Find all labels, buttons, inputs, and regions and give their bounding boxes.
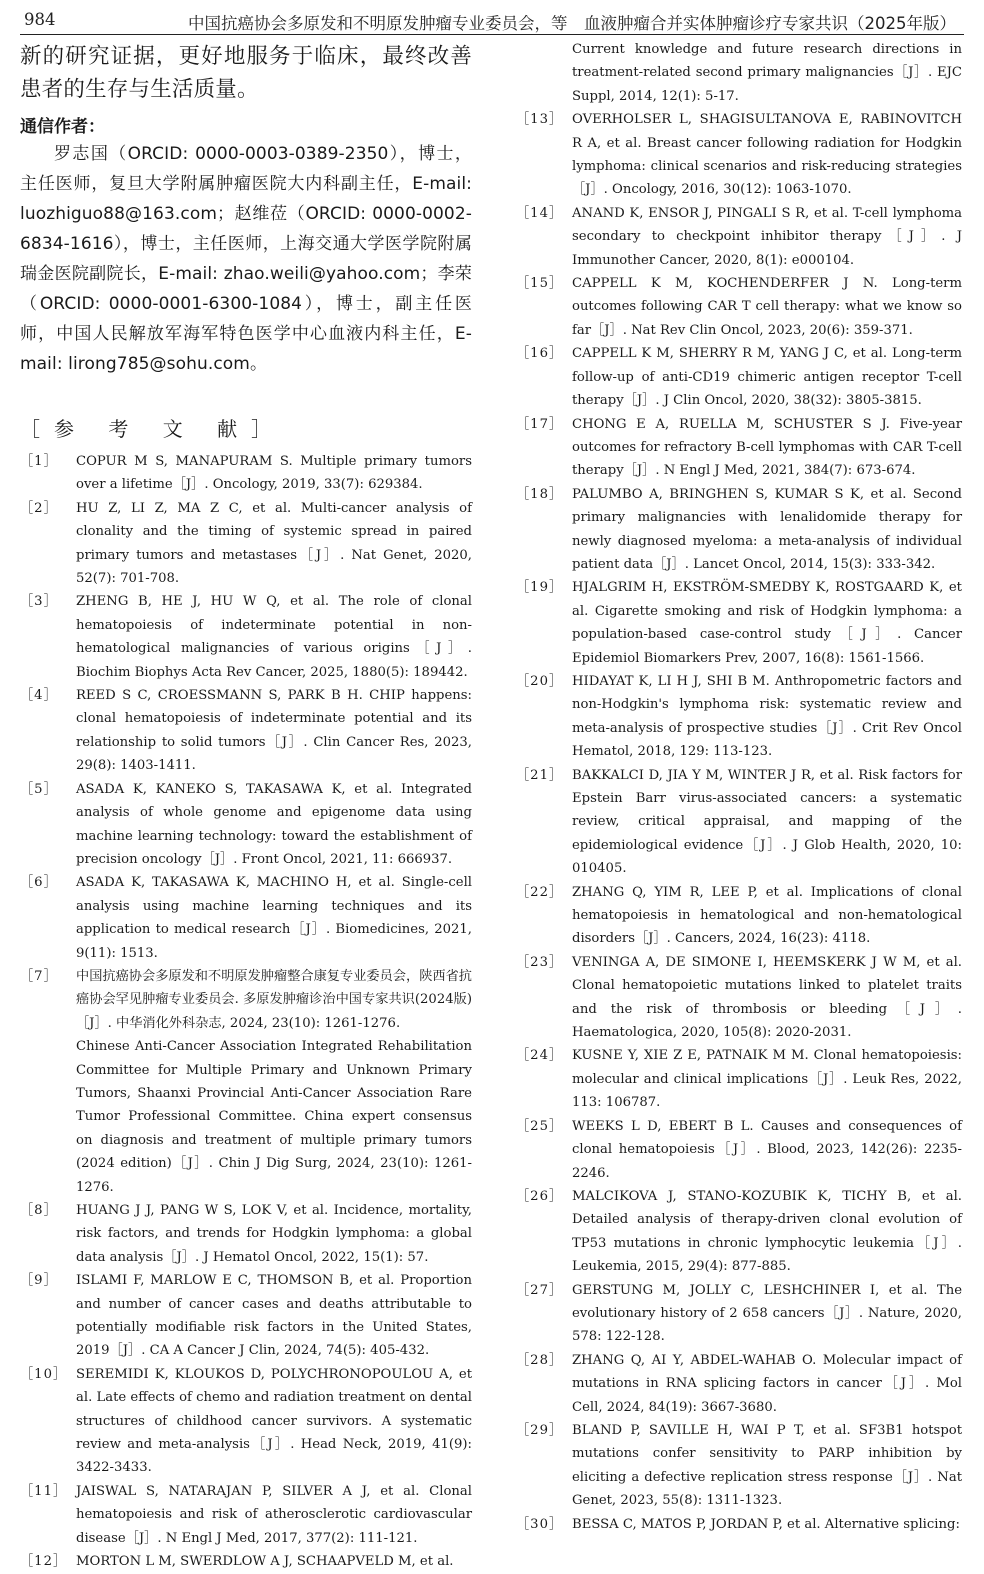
correspondence-heading: 通信作者：	[20, 117, 105, 137]
reference-text: HJALGRIM H, EKSTRÖM-SMEDBY K, ROSTGAARD K, et al. Cigarette smoking and risk of Hodgkin lymphoma: a population-based case-control study［J］. Cancer Epidemiol Biomarkers Prev, 2007, 16(8): 1561-1566.	[572, 580, 962, 666]
reference-text: ASADA K, TAKASAWA K, MACHINO H, et al. Single-cell analysis using machine learning techniques and its application to medical research［J］. Biomedicines, 2021, 9(11): 1513.	[76, 875, 472, 961]
reference-number: ［17］	[516, 416, 564, 432]
reference-item	[516, 1185, 962, 1279]
reference-number: ［2］	[20, 500, 58, 516]
reference-text: WEEKS L D, EBERT B L. Causes and consequences of clonal hematopoiesis［J］. Blood, 2023, 142(26): 2235-2246.	[572, 1118, 962, 1181]
reference-text: 中国抗癌协会多原发和不明原发肿瘤整合康复专业委员会，陕西省抗癌协会罕见肿瘤专业委员会. 多原发肿瘤诊治中国专家共识(2024版)［J］. 中华消化外科杂志, 2024, 23(10): 1261-1276.	[76, 968, 472, 1031]
reference-text: ISLAMI F, MARLOW E C, THOMSON B, et al. Proportion and number of cancer cases and deaths attributable to potentially modifiable risk factors in the United States, 2019［J］. CA A Cancer J Clin, 2024, 74(5): 405-432.	[76, 1273, 472, 1359]
reference-item	[516, 1513, 962, 1536]
reference-text: VENINGA A, DE SIMONE I, HEEMSKERK J W M, et al. Clonal hematopoietic mutations linked to platelet traits and the risk of thrombosis or bleeding［J］. Haematologica, 2020, 105(8): 2020-2031.	[572, 954, 962, 1041]
reference-item	[516, 881, 962, 951]
reference-text: ASADA K, KANEKO S, TAKASAWA K, et al. Integrated analysis of whole genome and epigenome data using machine learning technology: toward the establishment of precision oncology［J］. Front Oncol, 2021, 11: 666937.	[76, 781, 472, 867]
reference-text: GERSTUNG M, JOLLY C, LESHCHINER I, et al. The evolutionary history of 2 658 cancers［J］. Nature, 2020, 578: 122-128.	[572, 1282, 962, 1345]
reference-number: ［20］	[516, 673, 564, 689]
reference-number: ［1］	[20, 454, 58, 469]
reference-number: ［30］	[516, 1516, 564, 1532]
reference-text: ZHANG Q, YIM R, LEE P, et al. Implications of clonal hematopoiesis in hematological and non-hematological disorders［J］. Cancers, 2024, 16(23): 4118.	[572, 884, 962, 947]
reference-item	[516, 272, 962, 342]
reference-number: ［23］	[516, 954, 564, 970]
reference-text: COPUR M S, MANAPURAM S. Multiple primary tumors over a lifetime［J］. Oncology, 2019, 33(7): 629384.	[76, 454, 472, 493]
reference-number: ［26］	[516, 1188, 564, 1204]
reference-text: MALCIKOVA J, STANO-KOZUBIK K, TICHY B, et al. Detailed analysis of therapy-driven clonal evolution of TP53 mutations in chronic lymphocytic leukemia［J］. Leukemia, 2015, 29(4): 877-885.	[572, 1188, 962, 1275]
reference-item	[516, 1349, 962, 1419]
reference-number: ［13］	[516, 112, 564, 128]
right-column	[516, 38, 962, 1536]
reference-item	[516, 1115, 962, 1185]
running-title: 中国抗癌协会多原发和不明原发肿瘤专业委员会，等 血液肿瘤合并实体肿瘤诊疗专家共识（2025年版）	[188, 14, 956, 33]
reference-number: ［15］	[516, 276, 564, 292]
reference-text: HUANG J J, PANG W S, LOK V, et al. Incidence, mortality, risk factors, and trends for Hodgkin lymphoma: a global data analysis［J］. J Hematol Oncol, 2022, 15(1): 57.	[76, 1203, 472, 1265]
reference-item	[20, 1199, 472, 1269]
reference-number: ［28］	[516, 1352, 564, 1368]
reference-number: ［10］	[20, 1366, 68, 1382]
reference-text: MORTON L M, SWERDLOW A J, SCHAAPVELD M, et al.	[76, 1554, 454, 1570]
reference-number: ［18］	[516, 486, 564, 502]
reference-english-translation: Chinese Anti-Cancer Association Integrated Rehabilitation Committee for Multiple Primary and Unknown Primary Tumors, Shaanxi Provincial Anti-Cancer Association Rare Tumor Professional Committee. China expert consensus on diagnosis and treatment of multiple primary tumors (2024 edition)［J］. Chin J Dig Surg, 2024, 23(10): 1261-1276.	[76, 1039, 472, 1195]
reference-text: CHONG E A, RUELLA M, SCHUSTER S J. Five-year outcomes for refractory B-cell lymphomas with CAR T-cell therapy［J］. N Engl J Med, 2021, 384(7): 673-674.	[572, 416, 962, 479]
reference-number: ［24］	[516, 1048, 564, 1064]
references-heading: ［参 考 文 献］	[20, 417, 286, 441]
reference-item	[516, 1419, 962, 1513]
reference-text: REED S C, CROESSMANN S, PARK B H. CHIP happens: clonal hematopoiesis of indeterminate potential and its relationship to solid tumors［J］. Clin Cancer Res, 2023, 29(8): 1403-1411.	[76, 688, 472, 774]
reference-text: PALUMBO A, BRINGHEN S, KUMAR S K, et al. Second primary malignancies with lenalidomide therapy for newly diagnosed myeloma: a meta-analysis of individual patient data［J］. Lancet Oncol, 2014, 15(3): 333-342.	[572, 486, 962, 572]
reference-number: ［27］	[516, 1282, 564, 1298]
reference-item	[20, 871, 472, 965]
reference-number: ［21］	[516, 767, 564, 783]
reference-item	[516, 108, 962, 202]
reference-number: ［11］	[20, 1483, 68, 1499]
reference-item	[516, 1044, 962, 1114]
reference-12-continuation: Current knowledge and future research directions in treatment-related second primary malignancies［J］. EJC Suppl, 2014, 12(1): 5-17.	[572, 42, 962, 104]
reference-number: ［4］	[20, 688, 58, 704]
reference-number: ［22］	[516, 884, 564, 900]
reference-item	[20, 965, 472, 1199]
reference-number: ［12］	[20, 1554, 68, 1570]
reference-item	[516, 764, 962, 881]
reference-item	[20, 778, 472, 872]
reference-item	[516, 413, 962, 483]
reference-item	[516, 342, 962, 412]
reference-number: ［14］	[516, 205, 564, 221]
page-header	[20, 8, 964, 35]
reference-item	[516, 576, 962, 670]
reference-number: ［3］	[20, 594, 58, 610]
reference-text: KUSNE Y, XIE Z E, PATNAIK M M. Clonal hematopoiesis: molecular and clinical implications［J］. Leuk Res, 2022, 113: 106787.	[572, 1048, 962, 1111]
reference-text: BESSA C, MATOS P, JORDAN P, et al. Alternative splicing:	[572, 1516, 960, 1532]
reference-item	[20, 1480, 472, 1550]
reference-item	[516, 483, 962, 577]
reference-number: ［9］	[20, 1273, 58, 1289]
intro-paragraph-tail: 新的研究证据，更好地服务于临床，最终改善患者的生存与生活质量。	[20, 44, 472, 102]
reference-number: ［29］	[516, 1422, 564, 1438]
reference-text: ZHANG Q, AI Y, ABDEL-WAHAB O. Molecular impact of mutations in RNA splicing factors in cancer［J］. Mol Cell, 2024, 84(19): 3667-3680.	[572, 1352, 962, 1415]
reference-number: ［6］	[20, 875, 58, 891]
reference-item	[516, 202, 962, 272]
reference-text: HIDAYAT K, LI H J, SHI B M. Anthropometric factors and non-Hodgkin's lymphoma risk: systematic review and meta-analysis of prospective studies［J］. Crit Rev Oncol Hematol, 2018, 129: 113-123.	[572, 673, 962, 760]
reference-text: OVERHOLSER L, SHAGISULTANOVA E, RABINOVITCH R A, et al. Breast cancer following radiation for Hodgkin lymphoma: clinical scenarios and risk-reducing strategies［J］. Oncology, 2016, 30(12): 1063-1070.	[572, 112, 962, 198]
reference-text: CAPPELL K M, SHERRY R M, YANG J C, et al. Long-term follow-up of anti-CD19 chimeric antigen receptor T-cell therapy［J］. J Clin Oncol, 2020, 38(32): 3805-3815.	[572, 346, 962, 409]
reference-number: ［5］	[20, 781, 58, 797]
left-column	[20, 38, 472, 1574]
reference-text: BAKKALCI D, JIA Y M, WINTER J R, et al. Risk factors for Epstein Barr virus-associated cancers: a systematic review, critical appraisal, and mapping of the epidemiological evidence［J］. J Glob Health, 2020, 10: 010405.	[572, 767, 962, 877]
reference-text: CAPPELL K M, KOCHENDERFER J N. Long-term outcomes following CAR T cell therapy: what we know so far［J］. Nat Rev Clin Oncol, 2023, 20(6): 359-371.	[572, 276, 962, 338]
correspondence-text: 罗志国（ORCID: 0000-0003-0389-2350），博士，主任医师，复旦大学附属肿瘤医院大内科副主任，E-mail: luozhiguo88@163.com；赵维莅（ORCID: 0000-0002-6834-1616），博士，主任医师，上海交通大学医学院附属瑞金医院副院长，E-mail: zhao.weili@yahoo.com；李荣（ORCID: 0000-0001-6300-1084），博士，副主任医师，中国人民解放军海军特色医学中心血液内科主任，E-mail: lirong785@sohu.com。	[20, 144, 472, 374]
reference-text: ANAND K, ENSOR J, PINGALI S R, et al. T-cell lymphoma secondary to checkpoint inhibitor therapy［J］. J Immunother Cancer, 2020, 8(1): e000104.	[572, 205, 962, 268]
reference-number: ［16］	[516, 346, 564, 362]
reference-item	[516, 951, 962, 1045]
page-number: 984	[24, 10, 56, 29]
reference-text: ZHENG B, HE J, HU W Q, et al. The role of clonal hematopoiesis of indeterminate potential in non-hematological malignancies of various origins［J］. Biochim Biophys Acta Rev Cancer, 2025, 1880(5): 189442.	[76, 594, 472, 680]
reference-item	[20, 497, 472, 591]
reference-item	[20, 1550, 472, 1573]
reference-item	[20, 590, 472, 684]
reference-item	[20, 450, 472, 497]
reference-item	[20, 684, 472, 778]
reference-list-left	[20, 450, 472, 1574]
reference-item	[20, 1363, 472, 1480]
reference-number: ［7］	[20, 968, 58, 984]
reference-number: ［25］	[516, 1118, 564, 1134]
reference-item	[516, 670, 962, 764]
reference-text: HU Z, LI Z, MA Z C, et al. Multi-cancer analysis of clonality and the timing of systemic spread in paired primary tumors and metastases［J］. Nat Genet, 2020, 52(7): 701-708.	[76, 500, 472, 587]
reference-text: BLAND P, SAVILLE H, WAI P T, et al. SF3B1 hotspot mutations confer sensitivity to PARP inhibition by eliciting a defective replication stress response［J］. Nat Genet, 2023, 55(8): 1311-1323.	[572, 1422, 962, 1509]
reference-number: ［8］	[20, 1203, 58, 1218]
reference-text: SEREMIDI K, KLOUKOS D, POLYCHRONOPOULOU A, et al. Late effects of chemo and radiation treatment on dental structures of childhood cancer survivors. A systematic review and meta-analysis［J］. Head Neck, 2019, 41(9): 3422-3433.	[76, 1366, 472, 1476]
reference-item	[516, 1279, 962, 1349]
reference-text: JAISWAL S, NATARAJAN P, SILVER A J, et al. Clonal hematopoiesis and risk of atherosclerotic cardiovascular disease［J］. N Engl J Med, 2017, 377(2): 111-121.	[76, 1483, 472, 1546]
reference-item	[20, 1269, 472, 1363]
reference-list-right	[516, 108, 962, 1536]
reference-number: ［19］	[516, 580, 564, 596]
